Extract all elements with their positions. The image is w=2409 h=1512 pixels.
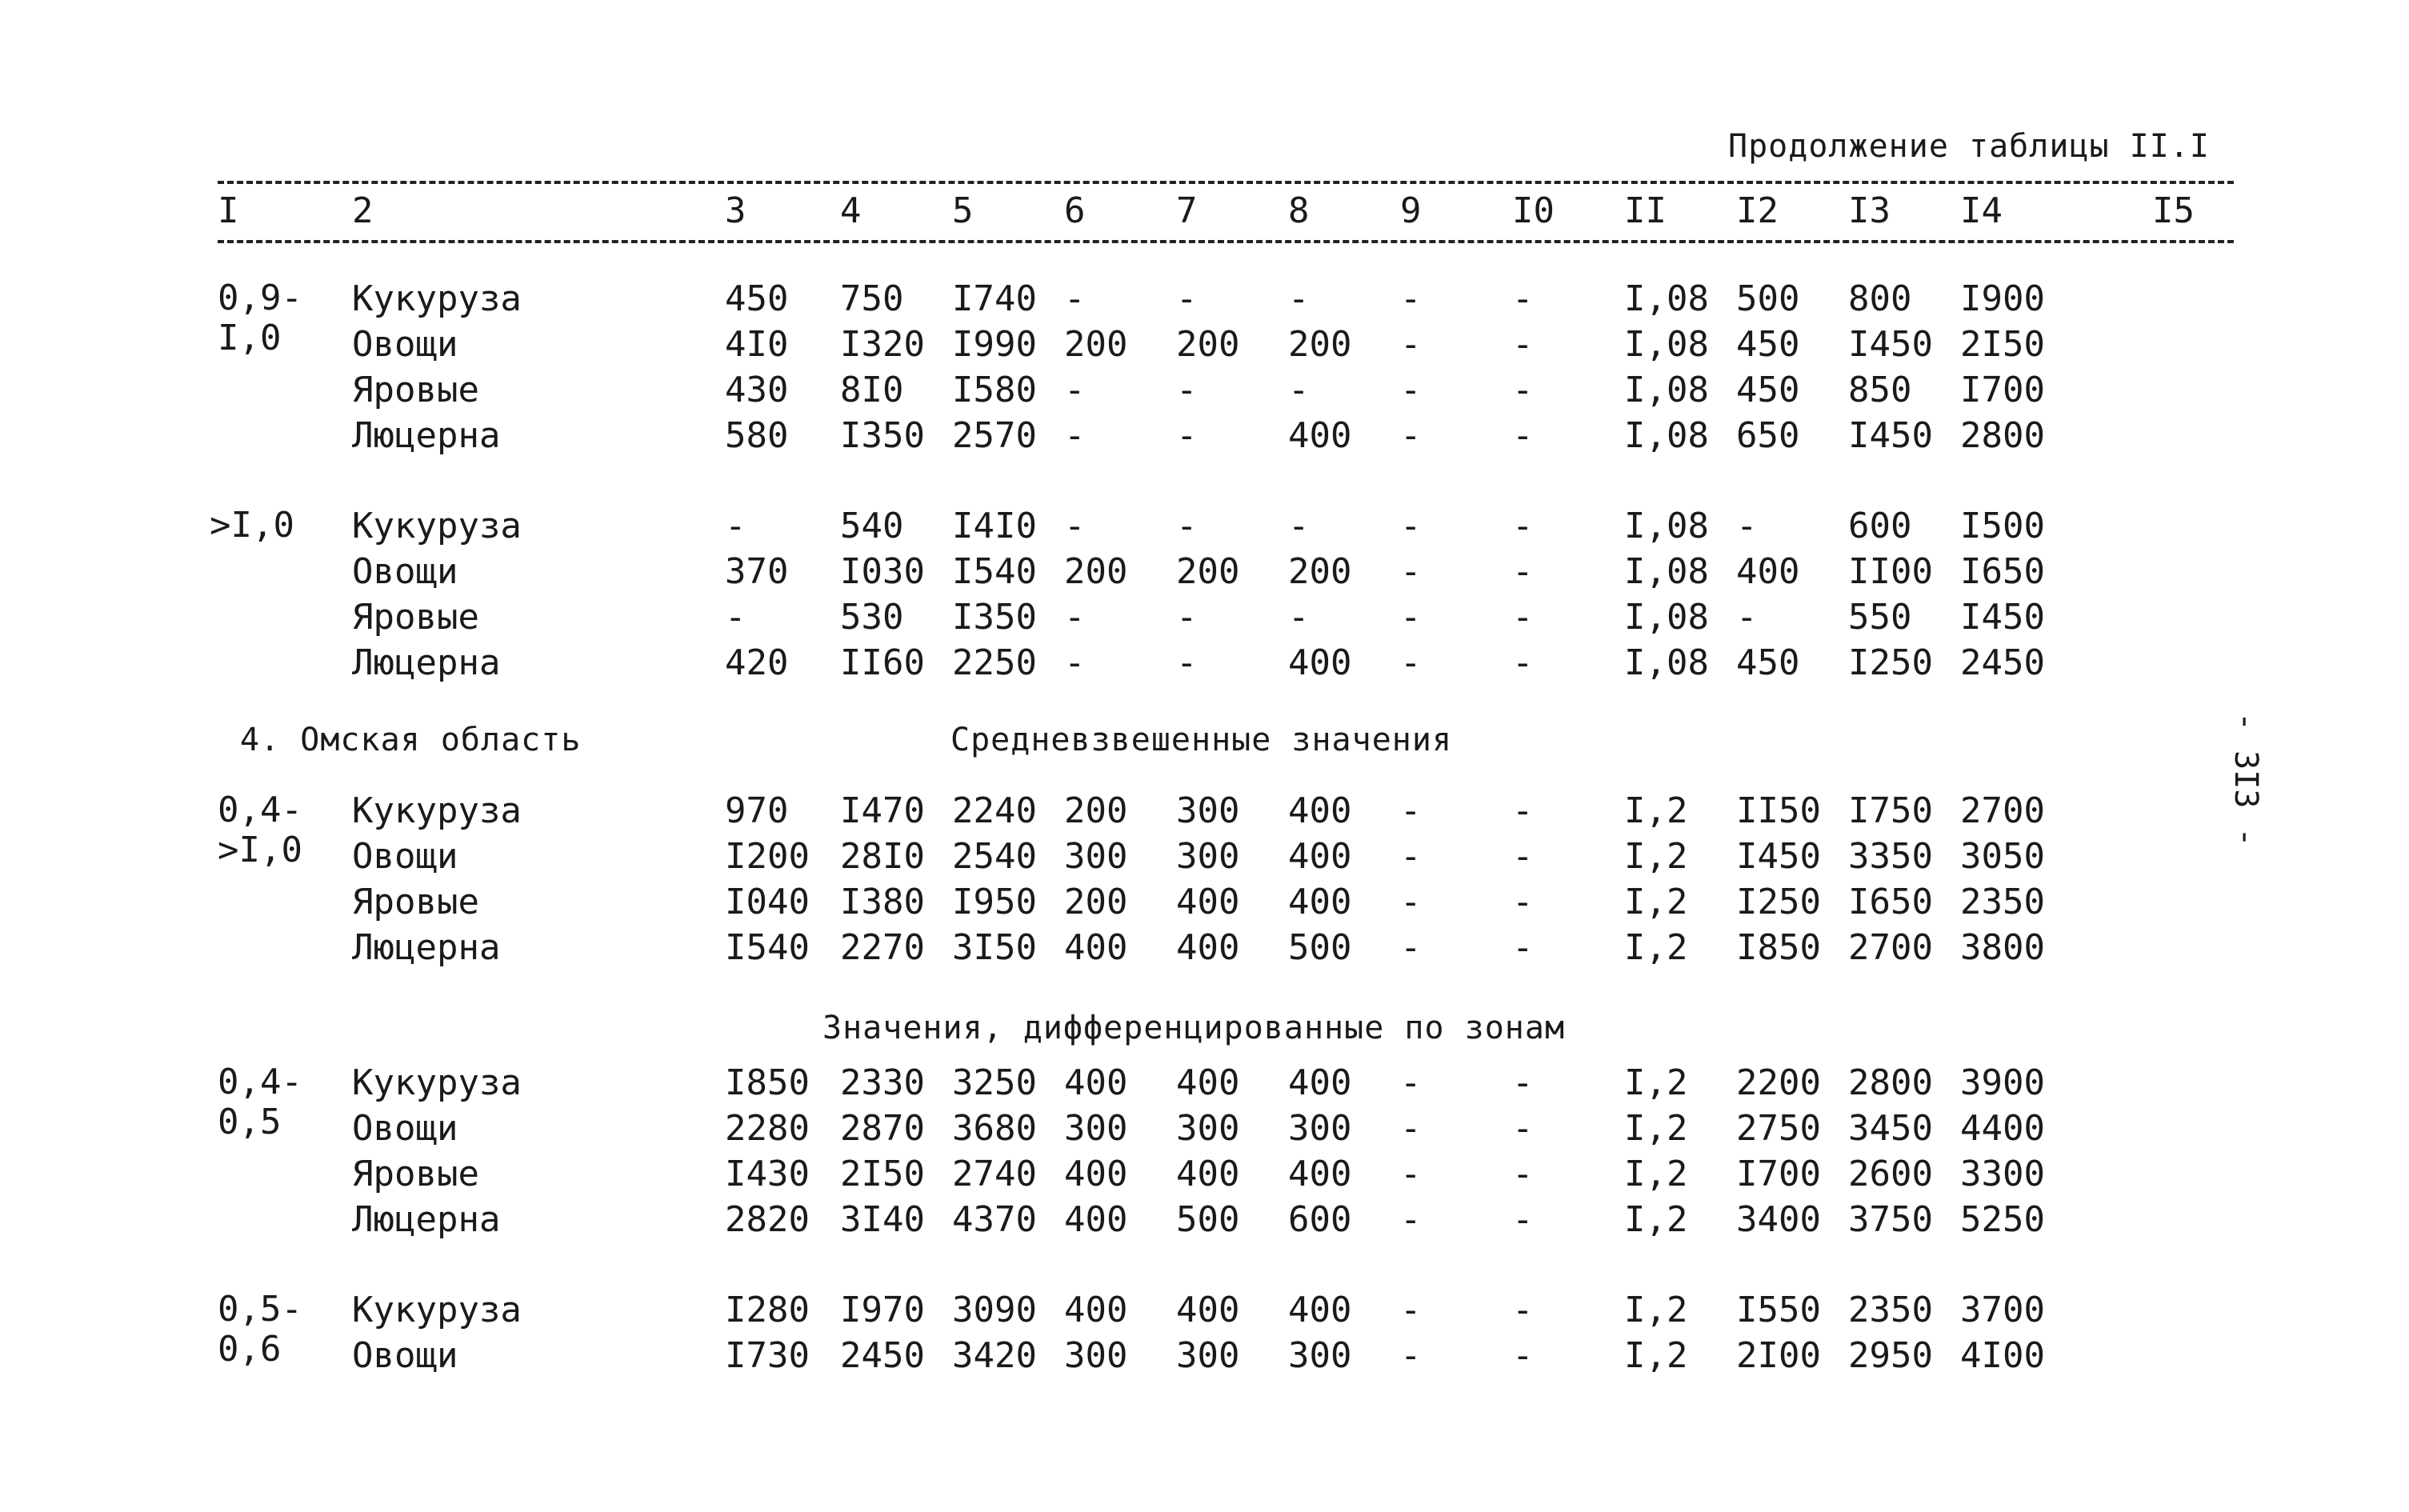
- table-cell: 2570: [952, 415, 1037, 456]
- group-label: >I,0: [210, 505, 294, 546]
- table-cell: I350: [952, 597, 1037, 638]
- table-cell: -: [1400, 597, 1422, 638]
- table-cell: I,2: [1624, 1154, 1688, 1194]
- table-cell: -: [1176, 370, 1198, 410]
- table-cell: I990: [952, 324, 1037, 365]
- crop-name-cell: Кукуруза: [352, 1290, 522, 1330]
- table-cell: 500: [1176, 1199, 1240, 1240]
- table-cell: 4I00: [1960, 1335, 2045, 1376]
- table-cell: 400: [1288, 415, 1352, 456]
- table-cell: 2250: [952, 642, 1037, 683]
- table-cell: 200: [1288, 324, 1352, 365]
- table-cell: 400: [1736, 551, 1800, 592]
- table-cell: I550: [1736, 1290, 1821, 1330]
- table-cell: 4I0: [725, 324, 789, 365]
- table-cell: -: [1064, 415, 1086, 456]
- table-cell: I900: [1960, 278, 2045, 319]
- table-cell: I700: [1736, 1154, 1821, 1194]
- crop-name-cell: Овощи: [352, 551, 458, 592]
- table-cell: -: [1512, 278, 1534, 319]
- table-cell: 400: [1288, 1062, 1352, 1103]
- crop-name-cell: Кукуруза: [352, 790, 522, 831]
- table-cell: -: [1288, 597, 1310, 638]
- table-cell: -: [1512, 1290, 1534, 1330]
- table-cell: I380: [840, 882, 925, 922]
- table-cell: 2800: [1960, 415, 2045, 456]
- table-cell: 300: [1176, 836, 1240, 877]
- table-cell: -: [1512, 1062, 1534, 1103]
- table-cell: I540: [952, 551, 1037, 592]
- table-cell: I950: [952, 882, 1037, 922]
- table-cell: -: [1736, 597, 1758, 638]
- table-cell: I850: [725, 1062, 810, 1103]
- table-cell: I740: [952, 278, 1037, 319]
- table-cell: 400: [1288, 882, 1352, 922]
- table-cell: 2I50: [1960, 324, 2045, 365]
- table-cell: 3900: [1960, 1062, 2045, 1103]
- table-cell: -: [1400, 551, 1422, 592]
- group-label: 0,9- I,0: [218, 278, 302, 358]
- table-cell: -: [1288, 506, 1310, 546]
- table-cell: 450: [1736, 324, 1800, 365]
- group-label: 0,5- 0,6: [218, 1289, 302, 1370]
- table-cell: 300: [1064, 1108, 1128, 1149]
- table-cell: 2280: [725, 1108, 810, 1149]
- table-cell: 2600: [1848, 1154, 1933, 1194]
- column-header-11: II: [1624, 190, 1667, 231]
- table-cell: 450: [1736, 370, 1800, 410]
- table-cell: 420: [725, 642, 789, 683]
- table-cell: 2870: [840, 1108, 925, 1149]
- table-cell: -: [1176, 278, 1198, 319]
- table-cell: -: [1400, 1062, 1422, 1103]
- column-header-6: 6: [1064, 190, 1086, 231]
- table-cell: I350: [840, 415, 925, 456]
- table-cell: 300: [1064, 836, 1128, 877]
- table-cell: 300: [1288, 1108, 1352, 1149]
- table-cell: 400: [1064, 1154, 1128, 1194]
- table-cell: 2240: [952, 790, 1037, 831]
- table-cell: I850: [1736, 927, 1821, 968]
- table-cell: 850: [1848, 370, 1912, 410]
- table-cell: 400: [1288, 790, 1352, 831]
- table-cell: -: [1400, 1108, 1422, 1149]
- column-header-5: 5: [952, 190, 974, 231]
- table-cell: I,2: [1624, 927, 1688, 968]
- table-cell: 28I0: [840, 836, 925, 877]
- table-cell: 200: [1288, 551, 1352, 592]
- table-cell: 200: [1064, 882, 1128, 922]
- table-cell: -: [725, 597, 746, 638]
- table-cell: 400: [1288, 836, 1352, 877]
- table-cell: 200: [1064, 790, 1128, 831]
- crop-name-cell: Овощи: [352, 1108, 458, 1149]
- crop-name-cell: Яровые: [352, 597, 479, 638]
- table-cell: 5250: [1960, 1199, 2045, 1240]
- column-header-10: I0: [1512, 190, 1555, 231]
- table-cell: II00: [1848, 551, 1933, 592]
- table-cell: I,08: [1624, 370, 1709, 410]
- table-cell: -: [1064, 278, 1086, 319]
- crop-name-cell: Яровые: [352, 370, 479, 410]
- table-cell: I450: [1848, 415, 1933, 456]
- table-cell: 3800: [1960, 927, 2045, 968]
- column-header-13: I3: [1848, 190, 1891, 231]
- table-cell: 2800: [1848, 1062, 1933, 1103]
- table-cell: I750: [1848, 790, 1933, 831]
- table-cell: -: [1288, 370, 1310, 410]
- table-cell: -: [1400, 1154, 1422, 1194]
- table-cell: I200: [725, 836, 810, 877]
- table-cell: 400: [1064, 1199, 1128, 1240]
- table-cell: -: [1064, 642, 1086, 683]
- table-cell: 2270: [840, 927, 925, 968]
- table-cell: I730: [725, 1335, 810, 1376]
- table-cell: 4370: [952, 1199, 1037, 1240]
- table-cell: II60: [840, 642, 925, 683]
- table-cell: -: [1400, 1290, 1422, 1330]
- table-cell: I450: [1960, 597, 2045, 638]
- table-cell: 800: [1848, 278, 1912, 319]
- column-header-15: I5: [2152, 190, 2195, 231]
- crop-name-cell: Кукуруза: [352, 506, 522, 546]
- table-cell: 300: [1176, 1335, 1240, 1376]
- crop-name-cell: Люцерна: [352, 415, 501, 456]
- table-cell: -: [1512, 370, 1534, 410]
- crop-name-cell: Люцерна: [352, 642, 501, 683]
- table-cell: 530: [840, 597, 904, 638]
- page-number: - 3I3 -: [2227, 712, 2264, 847]
- table-cell: 2350: [1848, 1290, 1933, 1330]
- crop-name-cell: Овощи: [352, 836, 458, 877]
- column-header-9: 9: [1400, 190, 1422, 231]
- table-cell: -: [1512, 882, 1534, 922]
- table-cell: I,2: [1624, 790, 1688, 831]
- table-cell: -: [1176, 642, 1198, 683]
- table-cell: -: [1736, 506, 1758, 546]
- table-cell: -: [1400, 927, 1422, 968]
- table-cell: 970: [725, 790, 789, 831]
- table-cell: I450: [1736, 836, 1821, 877]
- table-cell: I,2: [1624, 836, 1688, 877]
- table-cell: -: [1512, 551, 1534, 592]
- table-cell: 580: [725, 415, 789, 456]
- table-cell: I4I0: [952, 506, 1037, 546]
- table-cell: I540: [725, 927, 810, 968]
- table-cell: -: [1512, 1335, 1534, 1376]
- crop-name-cell: Овощи: [352, 1335, 458, 1376]
- table-cell: 3300: [1960, 1154, 2045, 1194]
- table-cell: -: [1176, 597, 1198, 638]
- table-cell: -: [1400, 415, 1422, 456]
- table-cell: 8I0: [840, 370, 904, 410]
- table-cell: -: [1400, 1199, 1422, 1240]
- table-cell: 400: [1288, 642, 1352, 683]
- table-cell: -: [1512, 597, 1534, 638]
- table-cell: 3750: [1848, 1199, 1933, 1240]
- table-cell: -: [1512, 506, 1534, 546]
- table-cell: 500: [1736, 278, 1800, 319]
- table-cell: 300: [1288, 1335, 1352, 1376]
- table-cell: -: [1064, 597, 1086, 638]
- table-cell: -: [1400, 278, 1422, 319]
- table-cell: 540: [840, 506, 904, 546]
- section-subtitle-zones: Значения, дифференцированные по зонам: [822, 1010, 1566, 1046]
- table-cell: -: [1512, 415, 1534, 456]
- table-cell: 550: [1848, 597, 1912, 638]
- section-title-omsk: 4. Омская область: [240, 722, 582, 758]
- group-label: 0,4- 0,5: [218, 1062, 302, 1142]
- table-cell: I,08: [1624, 642, 1709, 683]
- table-cell: I,2: [1624, 1062, 1688, 1103]
- table-cell: 2330: [840, 1062, 925, 1103]
- crop-name-cell: Люцерна: [352, 927, 501, 968]
- table-cell: I970: [840, 1290, 925, 1330]
- table-cell: 200: [1064, 324, 1128, 365]
- table-cell: 3400: [1736, 1199, 1821, 1240]
- table-cell: 3050: [1960, 836, 2045, 877]
- table-cell: 400: [1288, 1290, 1352, 1330]
- table-cell: 3680: [952, 1108, 1037, 1149]
- table-cell: I040: [725, 882, 810, 922]
- crop-name-cell: Люцерна: [352, 1199, 501, 1240]
- table-cell: I700: [1960, 370, 2045, 410]
- table-cell: 2200: [1736, 1062, 1821, 1103]
- table-cell: I650: [1848, 882, 1933, 922]
- table-cell: -: [1400, 790, 1422, 831]
- table-cell: 2I50: [840, 1154, 925, 1194]
- table-cell: 3I50: [952, 927, 1037, 968]
- table-cell: I250: [1736, 882, 1821, 922]
- table-cell: 2820: [725, 1199, 810, 1240]
- table-cell: -: [1064, 370, 1086, 410]
- column-header-1: I: [218, 190, 239, 231]
- table-cell: -: [1176, 506, 1198, 546]
- table-cell: I320: [840, 324, 925, 365]
- table-cell: I650: [1960, 551, 2045, 592]
- table-cell: -: [1064, 506, 1086, 546]
- table-cell: 2450: [1960, 642, 2045, 683]
- header-rule-top: [218, 181, 2234, 184]
- table-cell: -: [1512, 836, 1534, 877]
- table-cell: II50: [1736, 790, 1821, 831]
- table-cell: 400: [1064, 927, 1128, 968]
- table-cell: 2700: [1960, 790, 2045, 831]
- table-cell: 200: [1176, 551, 1240, 592]
- column-header-2: 2: [352, 190, 374, 231]
- table-cell: 450: [725, 278, 789, 319]
- table-cell: I030: [840, 551, 925, 592]
- table-caption: Продолжение таблицы II.I: [1728, 128, 2210, 165]
- table-cell: I,08: [1624, 597, 1709, 638]
- table-cell: 400: [1176, 1290, 1240, 1330]
- table-cell: 3090: [952, 1290, 1037, 1330]
- table-cell: -: [1512, 324, 1534, 365]
- column-header-7: 7: [1176, 190, 1198, 231]
- table-cell: -: [1512, 927, 1534, 968]
- table-cell: -: [1400, 836, 1422, 877]
- table-cell: 400: [1064, 1062, 1128, 1103]
- table-cell: 3350: [1848, 836, 1933, 877]
- table-cell: I,2: [1624, 1199, 1688, 1240]
- table-cell: -: [1512, 1108, 1534, 1149]
- table-cell: 750: [840, 278, 904, 319]
- table-cell: I500: [1960, 506, 2045, 546]
- table-cell: 300: [1064, 1335, 1128, 1376]
- table-cell: 200: [1176, 324, 1240, 365]
- crop-name-cell: Яровые: [352, 882, 479, 922]
- table-cell: 300: [1176, 790, 1240, 831]
- table-cell: -: [1400, 642, 1422, 683]
- column-header-14: I4: [1960, 190, 2003, 231]
- table-cell: I,2: [1624, 1335, 1688, 1376]
- table-cell: -: [725, 506, 746, 546]
- table-cell: I580: [952, 370, 1037, 410]
- table-cell: I470: [840, 790, 925, 831]
- table-cell: -: [1512, 790, 1534, 831]
- table-cell: -: [1400, 324, 1422, 365]
- table-cell: -: [1400, 882, 1422, 922]
- table-cell: -: [1176, 415, 1198, 456]
- table-cell: 2700: [1848, 927, 1933, 968]
- table-cell: 2950: [1848, 1335, 1933, 1376]
- table-cell: -: [1288, 278, 1310, 319]
- table-cell: 600: [1288, 1199, 1352, 1240]
- table-cell: 500: [1288, 927, 1352, 968]
- table-cell: I,2: [1624, 882, 1688, 922]
- table-cell: 400: [1176, 927, 1240, 968]
- table-cell: I,08: [1624, 415, 1709, 456]
- header-rule-bottom: [218, 240, 2234, 243]
- section-subtitle-weighted: Средневзвешенные значения: [950, 722, 1453, 758]
- table-cell: I,08: [1624, 324, 1709, 365]
- table-cell: 3420: [952, 1335, 1037, 1376]
- table-cell: 400: [1176, 1062, 1240, 1103]
- table-cell: I250: [1848, 642, 1933, 683]
- table-cell: 4400: [1960, 1108, 2045, 1149]
- table-cell: 400: [1064, 1290, 1128, 1330]
- table-cell: 2750: [1736, 1108, 1821, 1149]
- table-cell: I,2: [1624, 1290, 1688, 1330]
- table-cell: I450: [1848, 324, 1933, 365]
- table-cell: I,08: [1624, 506, 1709, 546]
- crop-name-cell: Овощи: [352, 324, 458, 365]
- table-cell: 3700: [1960, 1290, 2045, 1330]
- table-cell: 400: [1288, 1154, 1352, 1194]
- table-cell: 2350: [1960, 882, 2045, 922]
- table-cell: 400: [1176, 882, 1240, 922]
- table-cell: 2I00: [1736, 1335, 1821, 1376]
- column-header-3: 3: [725, 190, 746, 231]
- table-cell: 3I40: [840, 1199, 925, 1240]
- table-cell: -: [1512, 1154, 1534, 1194]
- table-cell: -: [1400, 1335, 1422, 1376]
- table-cell: I,2: [1624, 1108, 1688, 1149]
- table-cell: -: [1400, 506, 1422, 546]
- table-cell: 450: [1736, 642, 1800, 683]
- table-cell: 600: [1848, 506, 1912, 546]
- crop-name-cell: Кукуруза: [352, 278, 522, 319]
- table-cell: 3250: [952, 1062, 1037, 1103]
- table-cell: I,08: [1624, 278, 1709, 319]
- table-cell: 2740: [952, 1154, 1037, 1194]
- table-cell: 3450: [1848, 1108, 1933, 1149]
- crop-name-cell: Яровые: [352, 1154, 479, 1194]
- crop-name-cell: Кукуруза: [352, 1062, 522, 1103]
- table-cell: 2540: [952, 836, 1037, 877]
- table-cell: I,08: [1624, 551, 1709, 592]
- table-cell: I280: [725, 1290, 810, 1330]
- table-cell: -: [1512, 642, 1534, 683]
- table-cell: 430: [725, 370, 789, 410]
- column-header-4: 4: [840, 190, 862, 231]
- table-cell: -: [1512, 1199, 1534, 1240]
- table-cell: 300: [1176, 1108, 1240, 1149]
- table-cell: 400: [1176, 1154, 1240, 1194]
- table-cell: I430: [725, 1154, 810, 1194]
- column-header-8: 8: [1288, 190, 1310, 231]
- table-cell: -: [1400, 370, 1422, 410]
- table-cell: 2450: [840, 1335, 925, 1376]
- table-cell: 650: [1736, 415, 1800, 456]
- group-label: 0,4- >I,0: [218, 790, 302, 870]
- table-cell: 370: [725, 551, 789, 592]
- table-cell: 200: [1064, 551, 1128, 592]
- column-header-12: I2: [1736, 190, 1779, 231]
